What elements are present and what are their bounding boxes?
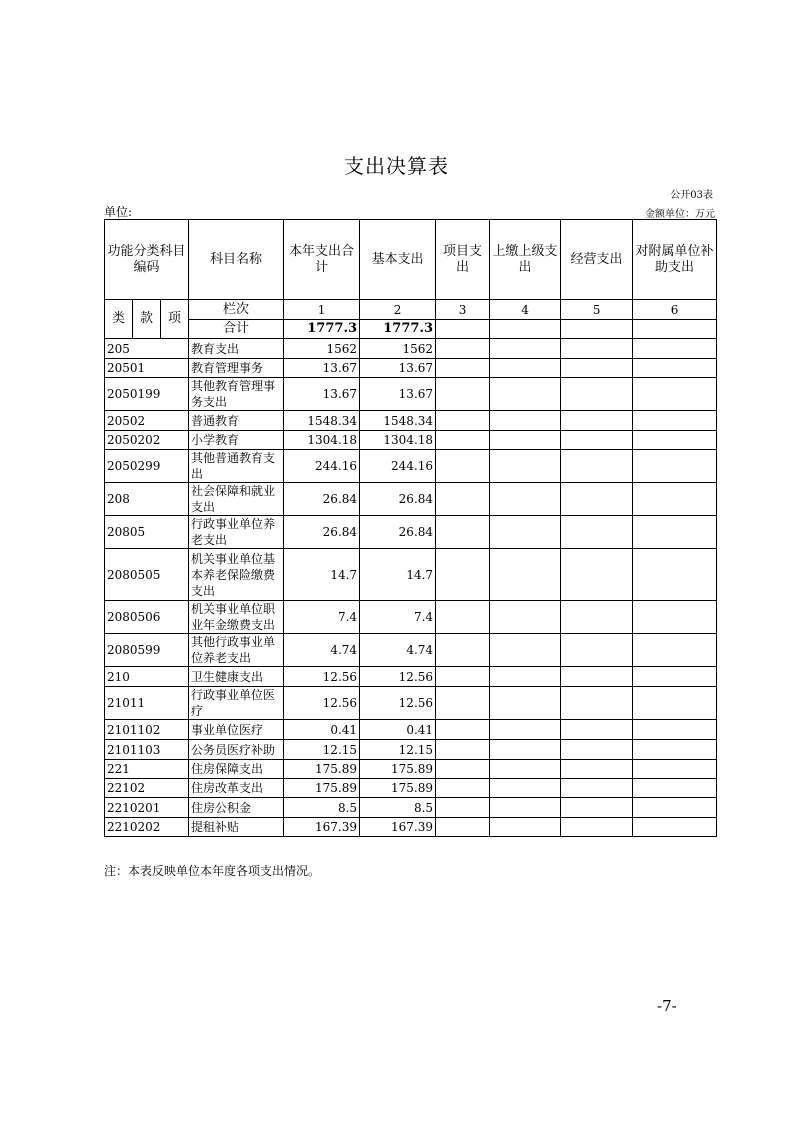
row-project — [436, 450, 490, 483]
row-code: 2050202 — [105, 431, 189, 450]
row-basic: 14.7 — [360, 549, 436, 601]
row-business — [561, 431, 633, 450]
row-business — [561, 798, 633, 818]
row-project — [436, 667, 490, 687]
row-subsidiary — [633, 411, 717, 431]
row-subject-name: 其他教育管理事务支出 — [189, 378, 284, 411]
unit-label: 单位: — [104, 205, 133, 219]
row-business — [561, 740, 633, 760]
header-xiang: 项 — [161, 300, 189, 339]
row-project — [436, 431, 490, 450]
row-upper — [490, 601, 561, 634]
row-subsidiary — [633, 667, 717, 687]
row-basic: 26.84 — [360, 483, 436, 516]
row-total: 4.74 — [284, 634, 360, 667]
row-upper — [490, 516, 561, 549]
row-business — [561, 601, 633, 634]
header-kuan: 款 — [133, 300, 161, 339]
row-upper — [490, 483, 561, 516]
row-code: 2210202 — [105, 818, 189, 837]
row-project — [436, 483, 490, 516]
page-title: 支出决算表 — [344, 154, 449, 178]
row-project — [436, 378, 490, 411]
row-subject-name: 行政事业单位医疗 — [189, 687, 284, 720]
row-basic: 0.41 — [360, 720, 436, 740]
row-subject-name: 小学教育 — [189, 431, 284, 450]
table-row — [105, 411, 717, 431]
row-subsidiary — [633, 359, 717, 378]
row-basic: 175.89 — [360, 779, 436, 798]
row-subsidiary — [633, 483, 717, 516]
row-project — [436, 339, 490, 359]
row-subject-name: 住房改革支出 — [189, 779, 284, 798]
table-row — [105, 667, 717, 687]
row-total: 175.89 — [284, 779, 360, 798]
table-row — [105, 740, 717, 760]
row-upper — [490, 450, 561, 483]
row-basic: 244.16 — [360, 450, 436, 483]
row-subsidiary — [633, 720, 717, 740]
table-row — [105, 549, 717, 601]
row-code: 210 — [105, 667, 189, 687]
table-row — [105, 818, 717, 837]
row-code: 2080506 — [105, 601, 189, 634]
table-row — [105, 760, 717, 779]
col-number-4: 4 — [490, 300, 561, 320]
row-subsidiary — [633, 601, 717, 634]
header-basic: 基本支出 — [360, 220, 436, 300]
row-basic: 167.39 — [360, 818, 436, 837]
col-number-1: 1 — [284, 300, 360, 320]
row-upper — [490, 667, 561, 687]
row-subsidiary — [633, 516, 717, 549]
row-upper — [490, 798, 561, 818]
total-basic-amount: 1777.3 — [360, 320, 436, 339]
form-number: 公开03表 — [670, 190, 713, 201]
row-total: 167.39 — [284, 818, 360, 837]
row-project — [436, 601, 490, 634]
row-subject-name: 教育管理事务 — [189, 359, 284, 378]
row-project — [436, 720, 490, 740]
row-subject-name: 机关事业单位基本养老保险缴费支出 — [189, 549, 284, 601]
row-total: 1548.34 — [284, 411, 360, 431]
row-code: 2050199 — [105, 378, 189, 411]
row-subject-name: 其他普通教育支出 — [189, 450, 284, 483]
expenditure-table — [104, 219, 717, 837]
row-total: 7.4 — [284, 601, 360, 634]
row-basic: 4.74 — [360, 634, 436, 667]
row-project — [436, 818, 490, 837]
row-subject-name: 其他行政事业单位养老支出 — [189, 634, 284, 667]
row-basic: 1304.18 — [360, 431, 436, 450]
row-business — [561, 779, 633, 798]
row-project — [436, 359, 490, 378]
row-total: 13.67 — [284, 378, 360, 411]
row-business — [561, 359, 633, 378]
table-row — [105, 431, 717, 450]
row-project — [436, 760, 490, 779]
row-code: 2080505 — [105, 549, 189, 601]
row-project — [436, 516, 490, 549]
row-total: 244.16 — [284, 450, 360, 483]
empty-cell — [633, 320, 717, 339]
row-code: 2080599 — [105, 634, 189, 667]
header-subject-name: 科目名称 — [189, 220, 284, 300]
col-number-6: 6 — [633, 300, 717, 320]
col-number-2: 2 — [360, 300, 436, 320]
row-project — [436, 634, 490, 667]
row-total: 12.56 — [284, 687, 360, 720]
row-project — [436, 779, 490, 798]
page-number: -7- — [657, 997, 677, 1015]
row-subsidiary — [633, 779, 717, 798]
row-code: 205 — [105, 339, 189, 359]
table-row — [105, 359, 717, 378]
header-func-class: 功能分类科目编码 — [105, 220, 189, 300]
row-subject-name: 住房公积金 — [189, 798, 284, 818]
header-row — [105, 220, 717, 300]
row-upper — [490, 549, 561, 601]
amount-unit-label: 金额单位：万元 — [645, 209, 715, 220]
row-upper — [490, 687, 561, 720]
row-subsidiary — [633, 549, 717, 601]
row-code: 20502 — [105, 411, 189, 431]
row-business — [561, 549, 633, 601]
row-total: 13.67 — [284, 359, 360, 378]
row-subject-name: 事业单位医疗 — [189, 720, 284, 740]
row-code: 2101103 — [105, 740, 189, 760]
row-subject-name: 行政事业单位养老支出 — [189, 516, 284, 549]
table-row — [105, 378, 717, 411]
row-total: 0.41 — [284, 720, 360, 740]
row-upper — [490, 760, 561, 779]
row-business — [561, 450, 633, 483]
row-basic: 8.5 — [360, 798, 436, 818]
row-subsidiary — [633, 687, 717, 720]
header-business: 经营支出 — [561, 220, 633, 300]
row-basic: 13.67 — [360, 359, 436, 378]
table-row — [105, 483, 717, 516]
row-business — [561, 339, 633, 359]
row-subject-name: 住房保障支出 — [189, 760, 284, 779]
row-project — [436, 411, 490, 431]
column-number-row — [105, 300, 717, 320]
table-body — [105, 339, 717, 837]
total-amount: 1777.3 — [284, 320, 360, 339]
row-subject-name: 卫生健康支出 — [189, 667, 284, 687]
row-business — [561, 483, 633, 516]
header-total: 本年支出合计 — [284, 220, 360, 300]
row-total: 12.15 — [284, 740, 360, 760]
row-subject-name: 提租补贴 — [189, 818, 284, 837]
row-basic: 175.89 — [360, 760, 436, 779]
row-subject-name: 社会保障和就业支出 — [189, 483, 284, 516]
row-upper — [490, 720, 561, 740]
empty-cell — [561, 320, 633, 339]
row-upper — [490, 740, 561, 760]
table-row — [105, 687, 717, 720]
row-code: 21011 — [105, 687, 189, 720]
row-subject-name: 普通教育 — [189, 411, 284, 431]
row-total: 8.5 — [284, 798, 360, 818]
table-row — [105, 450, 717, 483]
row-basic: 7.4 — [360, 601, 436, 634]
row-business — [561, 634, 633, 667]
row-business — [561, 720, 633, 740]
row-upper — [490, 431, 561, 450]
row-basic: 26.84 — [360, 516, 436, 549]
row-subject-name: 公务员医疗补助 — [189, 740, 284, 760]
row-total: 1304.18 — [284, 431, 360, 450]
row-upper — [490, 818, 561, 837]
total-row — [105, 320, 717, 339]
row-subsidiary — [633, 798, 717, 818]
table-row — [105, 601, 717, 634]
row-subject-name: 机关事业单位职业年金缴费支出 — [189, 601, 284, 634]
table-row — [105, 720, 717, 740]
row-total: 12.56 — [284, 667, 360, 687]
header-lei: 类 — [105, 300, 133, 339]
row-upper — [490, 779, 561, 798]
row-business — [561, 760, 633, 779]
table-row — [105, 779, 717, 798]
row-basic: 12.56 — [360, 667, 436, 687]
row-code: 2101102 — [105, 720, 189, 740]
row-basic: 12.15 — [360, 740, 436, 760]
row-code: 2050299 — [105, 450, 189, 483]
row-subsidiary — [633, 818, 717, 837]
row-project — [436, 549, 490, 601]
row-business — [561, 516, 633, 549]
row-business — [561, 411, 633, 431]
total-label: 合计 — [189, 320, 284, 339]
row-upper — [490, 634, 561, 667]
row-upper — [490, 359, 561, 378]
row-subsidiary — [633, 740, 717, 760]
row-project — [436, 798, 490, 818]
header-upper: 上缴上级支出 — [490, 220, 561, 300]
table-row — [105, 798, 717, 818]
header-project: 项目支出 — [436, 220, 490, 300]
header-subsidiary: 对附属单位补助支出 — [633, 220, 717, 300]
empty-cell — [436, 320, 490, 339]
row-code: 208 — [105, 483, 189, 516]
row-basic: 13.67 — [360, 378, 436, 411]
row-business — [561, 667, 633, 687]
row-subsidiary — [633, 760, 717, 779]
row-upper — [490, 339, 561, 359]
row-basic: 1562 — [360, 339, 436, 359]
row-total: 26.84 — [284, 516, 360, 549]
row-total: 26.84 — [284, 483, 360, 516]
row-business — [561, 378, 633, 411]
col-number-5: 5 — [561, 300, 633, 320]
row-code: 20805 — [105, 516, 189, 549]
row-code: 20501 — [105, 359, 189, 378]
row-basic: 12.56 — [360, 687, 436, 720]
table-row — [105, 516, 717, 549]
row-total: 14.7 — [284, 549, 360, 601]
table-row — [105, 634, 717, 667]
row-project — [436, 687, 490, 720]
row-subsidiary — [633, 431, 717, 450]
empty-cell — [490, 320, 561, 339]
row-project — [436, 740, 490, 760]
row-total: 1562 — [284, 339, 360, 359]
row-subsidiary — [633, 450, 717, 483]
table-note: 注：本表反映单位本年度各项支出情况。 — [104, 864, 321, 878]
row-business — [561, 818, 633, 837]
header-lanci: 栏次 — [189, 300, 284, 320]
row-subsidiary — [633, 378, 717, 411]
row-code: 2210201 — [105, 798, 189, 818]
row-upper — [490, 411, 561, 431]
row-total: 175.89 — [284, 760, 360, 779]
col-number-3: 3 — [436, 300, 490, 320]
table-row — [105, 339, 717, 359]
row-code: 221 — [105, 760, 189, 779]
row-subject-name: 教育支出 — [189, 339, 284, 359]
row-subsidiary — [633, 339, 717, 359]
row-subsidiary — [633, 634, 717, 667]
row-upper — [490, 378, 561, 411]
row-business — [561, 687, 633, 720]
row-basic: 1548.34 — [360, 411, 436, 431]
row-code: 22102 — [105, 779, 189, 798]
